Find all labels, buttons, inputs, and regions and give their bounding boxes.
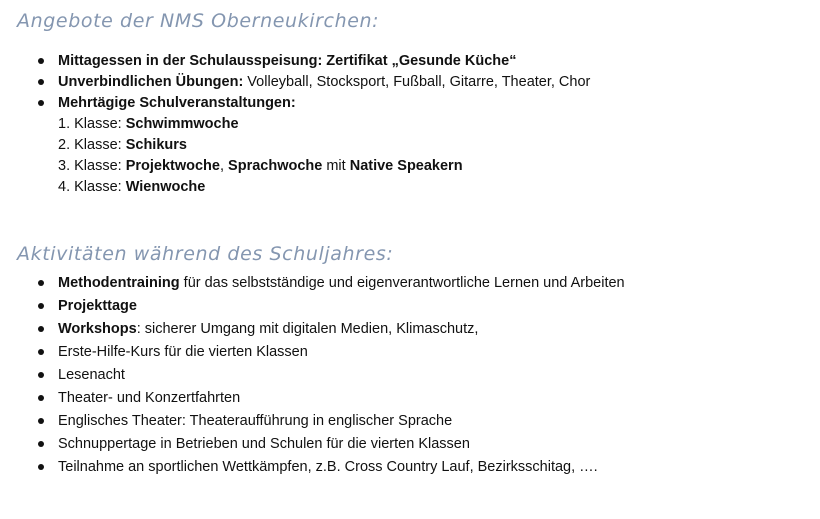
list-item	[38, 387, 625, 410]
class-separator: ,	[219, 158, 229, 174]
bullet-icon	[38, 326, 44, 332]
class-prefix: 3. Klasse:	[58, 158, 126, 174]
list-item-text: Teilnahme an sportlichen Wettkämpfen, z.B. Cross Country Lauf, Bezirksschitag, ….	[58, 459, 598, 475]
list-item	[38, 456, 625, 479]
class-prefix: 2. Klasse:	[58, 137, 126, 153]
class-trip: Schwimmwoche	[125, 116, 239, 132]
class-trip: Sprachwoche	[228, 158, 323, 174]
class-trip: Wienwoche	[125, 179, 206, 195]
bullet-icon	[38, 58, 44, 64]
list-item-bold: Projekttage	[58, 298, 137, 314]
list-item	[38, 295, 625, 318]
list-item	[38, 272, 625, 295]
list-item-bold: Mittagessen in der Schulausspeisung: Zertifikat „Gesunde Küche“	[58, 53, 517, 69]
list-item-text: Schnuppertage in Betrieben und Schulen für die vierten Klassen	[58, 436, 470, 452]
bullet-icon	[38, 303, 44, 309]
bullet-icon	[38, 418, 44, 424]
list-item-text: für das selbstständige und eigenverantwortliche Lernen und Arbeiten	[179, 275, 625, 291]
bullet-icon	[38, 395, 44, 401]
class-line-3	[38, 156, 590, 177]
class-trip: Schikurs	[125, 137, 187, 153]
list-item	[38, 318, 625, 341]
list-item-text: : sicherer Umgang mit digitalen Medien, Klimaschutz,	[136, 321, 479, 337]
list-item	[38, 341, 625, 364]
list-item-text: Englisches Theater: Theateraufführung in englischer Sprache	[58, 413, 453, 429]
class-prefix: 1. Klasse:	[58, 116, 126, 132]
list-item	[38, 93, 590, 114]
list-item-text: Erste-Hilfe-Kurs für die vierten Klassen	[58, 344, 308, 360]
class-connector: mit	[322, 158, 350, 174]
list-item-text: Theater- und Konzertfahrten	[58, 390, 241, 406]
list-item-bold: Workshops	[58, 321, 137, 337]
section-heading-offers: Angebote der NMS Oberneukirchen:	[17, 10, 380, 32]
list-item	[38, 364, 625, 387]
class-line-2	[38, 135, 590, 156]
bullet-icon	[38, 372, 44, 378]
section-heading-activities: Aktivitäten während des Schuljahres:	[17, 243, 394, 265]
bullet-icon	[38, 100, 44, 106]
class-trip: Projektwoche	[125, 158, 220, 174]
list-item-bold: Methodentraining	[58, 275, 180, 291]
bullet-icon	[38, 464, 44, 470]
bullet-icon	[38, 79, 44, 85]
class-prefix: 4. Klasse:	[58, 179, 126, 195]
class-line-4	[38, 177, 590, 198]
list-item-text: Volleyball, Stocksport, Fußball, Gitarre, Theater, Chor	[243, 74, 591, 90]
offers-list	[38, 51, 590, 198]
class-trip: Native Speakern	[349, 158, 463, 174]
activities-list	[38, 272, 625, 479]
bullet-icon	[38, 441, 44, 447]
bullet-icon	[38, 280, 44, 286]
list-item-bold: Unverbindlichen Übungen:	[58, 74, 244, 90]
class-line-1	[38, 114, 590, 135]
list-item	[38, 72, 590, 93]
list-item	[38, 433, 625, 456]
list-item	[38, 410, 625, 433]
list-item-text: Lesenacht	[58, 367, 125, 383]
bullet-icon	[38, 349, 44, 355]
list-item-bold: Mehrtägige Schulveranstaltungen:	[58, 95, 296, 111]
list-item	[38, 51, 590, 72]
